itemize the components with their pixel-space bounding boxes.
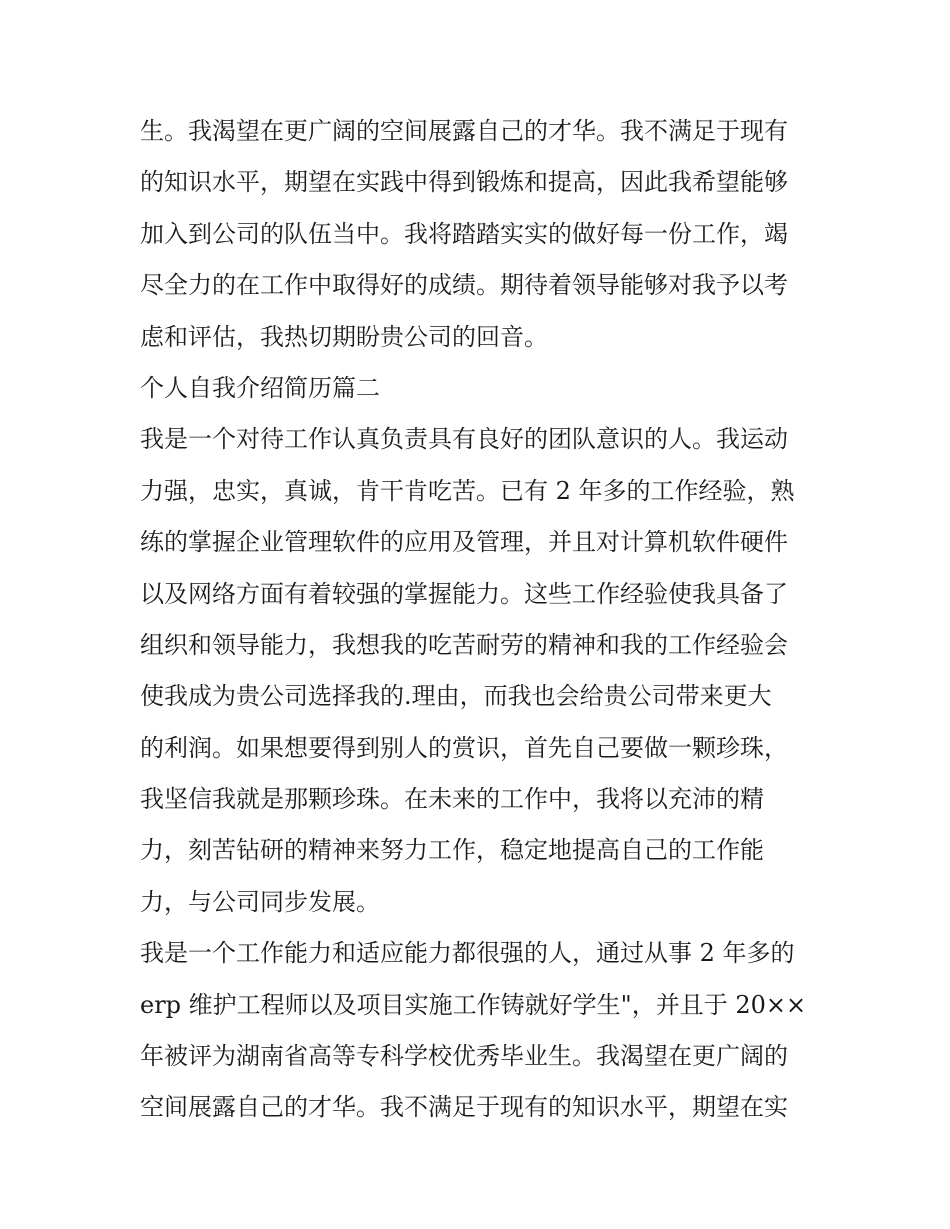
text-line: 力，与公司同步发展。	[140, 887, 380, 916]
text-line: 的知识水平，期望在实践中得到锻炼和提高，因此我希望能够	[140, 168, 788, 197]
text-line: 力，刻苦钻研的精神来努力工作，稳定地提高自己的工作能	[140, 836, 764, 865]
text-line: 虑和评估，我热切期盼贵公司的回音。	[140, 322, 548, 351]
text-line: erp 维护工程师以及项目实施工作铸就好学生"，并且于 20××	[140, 990, 807, 1019]
paragraph-2	[140, 414, 820, 928]
section-heading: 个人自我介绍简历篇二	[140, 373, 380, 402]
document-body	[140, 106, 820, 1134]
text-line: 我坚信我就是那颗珍珠。在未来的工作中，我将以充沛的精	[140, 785, 764, 814]
text-line: 使我成为贵公司选择我的.理由，而我也会给贵公司带来更大	[140, 682, 772, 711]
text-line: 的利润。如果想要得到别人的赏识，首先自己要做一颗珍珠，	[140, 733, 788, 762]
text-line: 加入到公司的队伍当中。我将踏踏实实的做好每一份工作，竭	[140, 219, 788, 248]
text-line: 力强，忠实，真诚，肯干肯吃苦。已有 2 年多的工作经验，熟	[140, 476, 795, 505]
text-line: 以及网络方面有着较强的掌握能力。这些工作经验使我具备了	[140, 579, 788, 608]
text-line: 我是一个工作能力和适应能力都很强的人，通过从事 2 年多的	[140, 939, 795, 968]
text-line: 空间展露自己的才华。我不满足于现有的知识水平，期望在实	[140, 1093, 788, 1122]
text-line: 组织和领导能力，我想我的吃苦耐劳的精神和我的工作经验会	[140, 630, 788, 659]
paragraph-3	[140, 928, 820, 1134]
text-line: 生。我渴望在更广阔的空间展露自己的才华。我不满足于现有	[140, 117, 788, 145]
paragraph-1	[140, 106, 820, 363]
text-line: 年被评为湖南省高等专科学校优秀毕业生。我渴望在更广阔的	[140, 1042, 788, 1071]
text-line: 尽全力的在工作中取得好的成绩。期待着领导能够对我予以考	[140, 271, 788, 300]
text-line: 我是一个对待工作认真负责具有良好的团队意识的人。我运动	[140, 425, 788, 454]
text-line: 练的掌握企业管理软件的应用及管理，并且对计算机软件硬件	[140, 528, 788, 557]
